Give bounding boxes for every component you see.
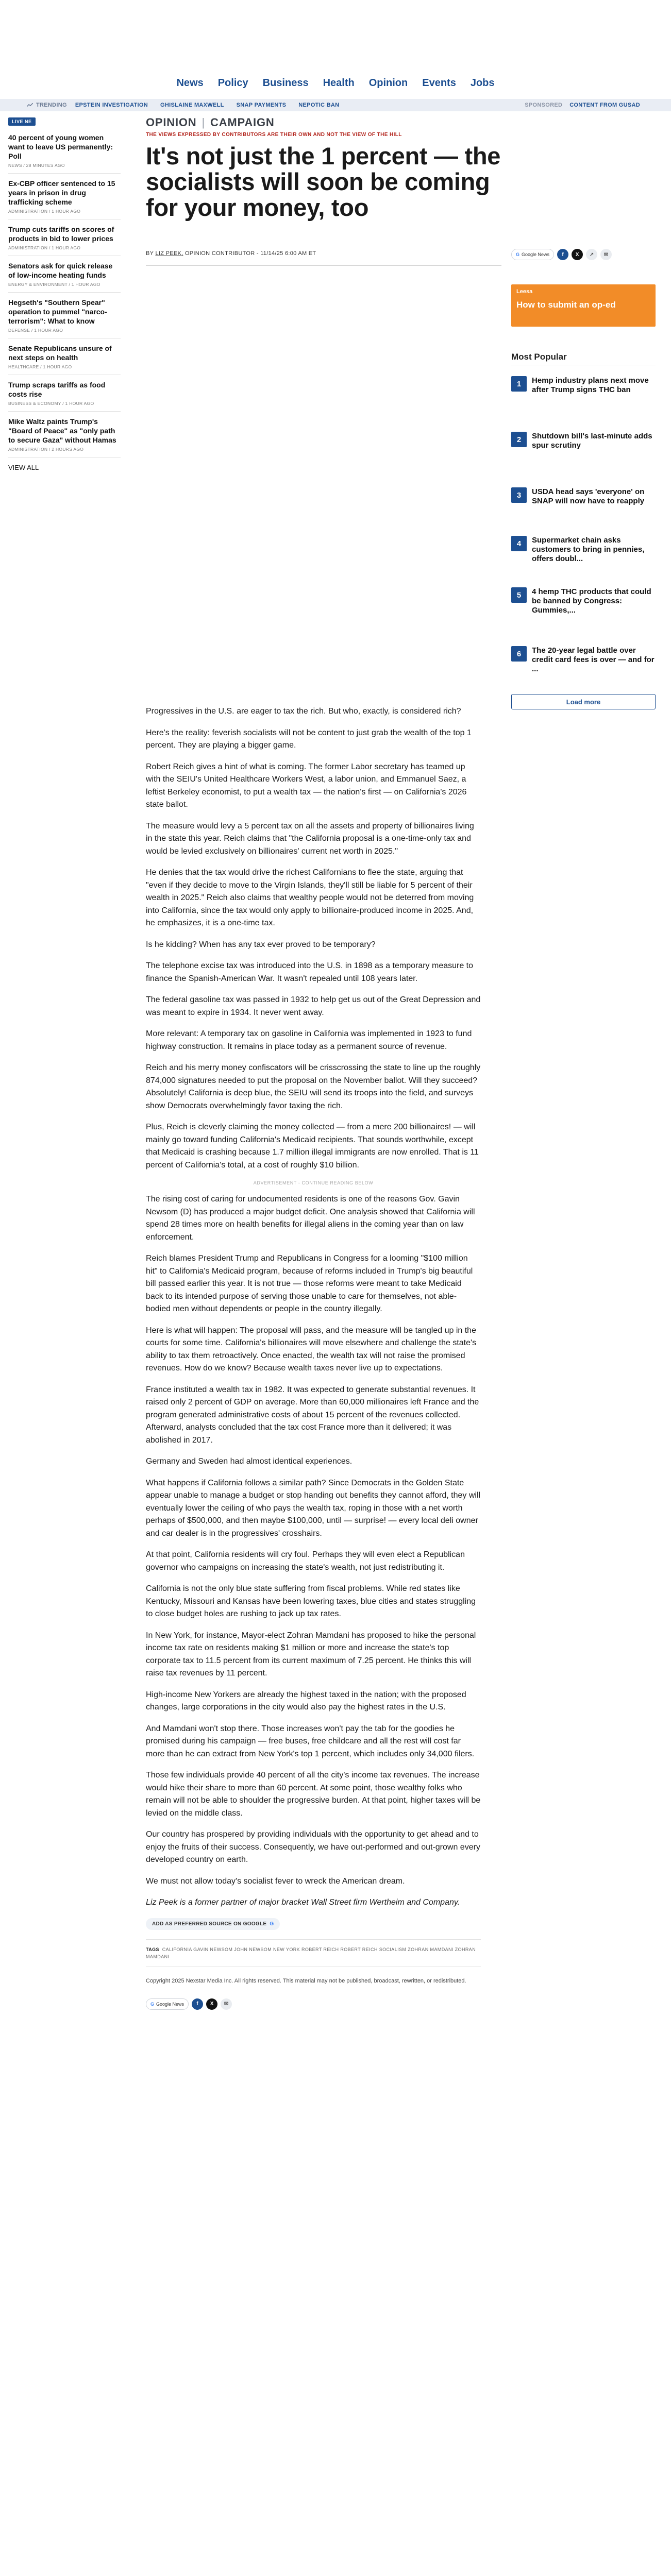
paragraph: France instituted a wealth tax in 1982. It was expected to generate substantial revenues. It raised only 2 percent of GDP on average. More than 60,000 millionaires left France and the program generated administrative costs of about 15 percent of the revenues collected. Afterward, analysts concluded that the tax cost France more than it delivered; it was abolished in 2017. <box>146 1385 479 1445</box>
list-item[interactable]: 40 percent of young women want to leave US permanently: Poll NEWS / 28 MINUTES AGO <box>8 133 121 174</box>
google-icon: G <box>150 2001 155 2007</box>
subsection-link[interactable]: CAMPAIGN <box>210 116 275 129</box>
nav-policy[interactable]: Policy <box>217 77 248 89</box>
share-bar <box>511 249 612 260</box>
trending-item[interactable]: NEPOTIC BAN <box>298 102 340 108</box>
main-nav <box>0 77 671 89</box>
paragraph: We must not allow today's socialist fever to wreck the American dream. <box>146 1876 405 1886</box>
google-icon: G <box>270 1921 274 1927</box>
trending-item[interactable]: EPSTEIN INVESTIGATION <box>75 102 148 108</box>
popular-item[interactable]: 2 Shutdown bill's last-minute adds spur scrutiny <box>511 432 656 450</box>
paragraph: He denies that the tax would drive the richest Californians to flee the state, arguing that "even if they decide to move to the Virgin Islands, they'll still be liable for 5 percent of their wealth in 2025." Reich also claims that wealthy people would not be deterred from moving into California, since the tax would only apply to billionaire-produced income in 2025. And, he emphasizes, it is a one-time tax. <box>146 868 474 927</box>
trending-label: TRENDING <box>27 102 67 108</box>
nav-events[interactable]: Events <box>422 77 456 89</box>
add-preferred-source-button[interactable]: ADD AS PREFERRED SOURCE ON GOOGLE G <box>146 1918 280 1930</box>
trending-item[interactable]: GHISLAINE MAXWELL <box>160 102 224 108</box>
paragraph: Our country has prospered by providing individuals with the opportunity to get ahead and to enjoy the fruits of their success. Consequently, we have out-performed and out-grown every developed country on earth. <box>146 1830 480 1864</box>
rank-badge: 6 <box>511 646 527 662</box>
rank-badge: 3 <box>511 487 527 503</box>
paragraph: The telephone excise tax was introduced into the U.S. in 1898 as a temporary measure to finance the Spanish-American War. It wasn't repealed until 108 years later. <box>146 961 474 983</box>
sponsored-link[interactable]: CONTENT FROM GUSAD <box>569 102 640 108</box>
tags-list: TAGS CALIFORNIA GAVIN NEWSOM JOHN NEWSOM NEW YORK ROBERT REICH ROBERT REICH SOCIALISM ZOHRAN MAMDANI ZOHRAN MAMDANI <box>146 1939 481 1967</box>
paragraph: In New York, for instance, Mayor-elect Zohran Mamdani has proposed to hike the personal income tax rate on residents making $1 million or more and increase the state's top corporate tax to 11.5 percent from its current maximum of 7.25 percent. He thinks this will raise tax revenues by 11 percent. <box>146 1631 476 1677</box>
article-body <box>146 705 481 2010</box>
facebook-icon[interactable]: f <box>192 1998 203 2010</box>
rank-badge: 2 <box>511 432 527 447</box>
nav-health[interactable]: Health <box>323 77 355 89</box>
sponsored-label: SPONSORED <box>525 102 563 108</box>
author-link[interactable]: LIZ PEEK, <box>155 250 183 257</box>
section-link[interactable]: OPINION <box>146 116 197 129</box>
list-item[interactable]: Trump cuts tariffs on scores of products in bid to lower prices ADMINISTRATION / 1 HOUR AGO <box>8 225 121 256</box>
paragraph: Here's the reality: feverish socialists will not be content to just grab the wealth of the top 1 percent. They are playing a bigger game. <box>146 728 472 750</box>
list-item[interactable]: Senators ask for quick release of low-income heating funds ENERGY & ENVIRONMENT / 1 HOUR AGO <box>8 261 121 293</box>
kicker-separator: | <box>202 116 206 129</box>
popular-item[interactable]: 6 The 20-year legal battle over credit card fees is over — and for ... <box>511 646 656 674</box>
promo-text: How to submit an op-ed <box>516 300 616 310</box>
x-icon[interactable]: X <box>206 1998 217 2010</box>
paragraph: And Mamdani won't stop there. Those increases won't pay the tab for the goodies he promised during his campaign — free buses, free childcare and all the rest will cost far more than he can extract from New York's top 1 percent, which includes only 34,000 filers. <box>146 1724 475 1758</box>
op-ed-promo[interactable] <box>511 284 656 327</box>
most-popular-heading: Most Popular <box>511 352 567 362</box>
trending-item[interactable]: SNAP PAYMENTS <box>236 102 287 108</box>
paragraph: Is he kidding? When has any tax ever proved to be temporary? <box>146 940 376 949</box>
google-preferred-button[interactable]: G Google News <box>511 249 554 260</box>
paragraph: Plus, Reich is cleverly claiming the money collected — from a mere 200 billionaires! — will mainly go toward funding California's Medicaid recipients. That sounds worthwhile, except that Medicaid is crashing because 1.7 million illegal immigrants are now enrolled. That is 11 percent of California's total, at a cost of roughly $10 billion. <box>146 1123 479 1170</box>
paragraph: Reich and his merry money confiscators will be crisscrossing the state to line up the roughly 874,000 signatures needed to put the proposal on the November ballot. Will they succeed? Absolutely! California is deep blue, the SEIU will send its troops into the field, and surveys show Democrats overwhelmingly favor taxing the rich. <box>146 1063 481 1110</box>
share-icon[interactable]: ↗ <box>586 249 597 260</box>
nav-opinion[interactable]: Opinion <box>368 77 408 89</box>
page-title: It's not just the 1 percent — the socialists will soon be coming for your money, too <box>146 142 501 221</box>
author-bio: Liz Peek is a former partner of major bracket Wall Street firm Wertheim and Company. <box>146 1898 460 1907</box>
paragraph: What happens if California follows a similar path? Since Democrats in the Golden State appear unable to manage a budget or stop handing out benefits they cannot afford, they will eventually lower the ceiling of who pays the wealth tax, roping in those with a net worth perhaps of $500,000, and then maybe $100,000, until — surprise! — every local deli owner and car dealer is in the progressives' crosshairs. <box>146 1478 481 1538</box>
trending-icon <box>27 103 33 107</box>
rank-badge: 5 <box>511 587 527 603</box>
opinion-disclaimer: THE VIEWS EXPRESSED BY CONTRIBUTORS ARE THEIR OWN AND NOT THE VIEW OF THE HILL <box>146 132 402 138</box>
copyright-notice: Copyright 2025 Nexstar Media Inc. All rights reserved. This material may not be published, broadcast, rewritten, or redistributed. <box>146 1977 466 1984</box>
list-item[interactable]: Trump scraps tariffs as food costs rise BUSINESS & ECONOMY / 1 HOUR AGO <box>8 380 121 412</box>
header-divider <box>146 265 501 266</box>
paragraph: The federal gasoline tax was passed in 1932 to help get us out of the Great Depression and was meant to expire in 1934. It never went away. <box>146 995 481 1017</box>
x-icon[interactable]: X <box>572 249 583 260</box>
paragraph: Progressives in the U.S. are eager to tax the rich. But who, exactly, is considered rich? <box>146 707 461 716</box>
paragraph: Reich blames President Trump and Republicans in Congress for a looming "$100 million hit" to California's Medicaid program, because of reforms included in Trump's big beautiful bill passed earlier this year. It is not true — those reforms were meant to take Medicaid back to its intended purpose of serving those unable to care for themselves, not able-bodied men without dependents or people in the country illegally. <box>146 1254 473 1313</box>
load-more-button[interactable]: Load more <box>511 694 656 709</box>
latest-news-rail <box>8 116 121 471</box>
paragraph: Robert Reich gives a hint of what is coming. The former Labor secretary has teamed up with the SEIU's United Healthcare Workers West, a labor union, and Emmanuel Saez, a leftist Berkeley economist, to put a wealth tax — the nation's first — on California's 2026 state ballot. <box>146 762 467 809</box>
paragraph: Germany and Sweden had almost identical experiences. <box>146 1457 353 1466</box>
rank-badge: 4 <box>511 536 527 551</box>
share-bar-bottom <box>146 1998 481 2010</box>
paragraph: The measure would levy a 5 percent tax on all the assets and property of billionaires living in the state this year. Reich claims that "the California proposal is a one-time-only tax and would be levied exclusively on billionaires' current net worth in 2025." <box>146 821 474 856</box>
popular-item[interactable]: 1 Hemp industry plans next move after Trump signs THC ban <box>511 376 656 395</box>
paragraph: High-income New Yorkers are already the highest taxed in the nation; with the proposed changes, large corporations in the city would also pay the highest rates in the U.S. <box>146 1690 466 1711</box>
list-item[interactable]: Hegseth's "Southern Spear" operation to pummel "narco-terrorism": What to know DEFENSE / 1 HOUR AGO <box>8 298 121 338</box>
live-badge: LIVE NE <box>8 117 36 126</box>
trending-bar <box>0 99 671 111</box>
google-icon: G <box>516 252 520 257</box>
popular-item[interactable]: 3 USDA head says 'everyone' on SNAP will now have to reapply <box>511 487 656 506</box>
popular-item[interactable]: 5 4 hemp THC products that could be banned by Congress: Gummies,... <box>511 587 656 615</box>
paragraph: California is not the only blue state suffering from fiscal problems. While red states like Kentucky, Missouri and Kansas have been lowering taxes, blue cities and states struggling to close budget holes are rushing to jack up tax rates. <box>146 1584 476 1618</box>
google-preferred-button[interactable]: G Google News <box>146 1998 189 2010</box>
rank-badge: 1 <box>511 376 527 392</box>
section-kicker <box>146 116 275 129</box>
ad-label: ADVERTISEMENT - CONTINUE READING BELOW <box>253 1180 374 1185</box>
list-item[interactable]: Ex-CBP officer sentenced to 15 years in prison in drug trafficking scheme ADMINISTRATION / 1 HOUR AGO <box>8 179 121 219</box>
byline: BY LIZ PEEK, OPINION CONTRIBUTOR - 11/14/25 6:00 AM ET <box>146 250 316 257</box>
list-item[interactable]: Mike Waltz paints Trump's "Board of Peace" as "only path to secure Gaza" without Hamas ADMINISTRATION / 2 HOURS AGO <box>8 417 121 457</box>
view-all-link[interactable]: VIEW ALL <box>8 464 39 471</box>
tag-links[interactable]: CALIFORNIA GAVIN NEWSOM JOHN NEWSOM NEW YORK ROBERT REICH ROBERT REICH SOCIALISM ZOHRAN MAMDANI ZOHRAN MAMDANI <box>146 1946 476 1959</box>
paragraph: The rising cost of caring for undocumented residents is one of the reasons Gov. Gavin Newsom (D) has produced a major budget deficit. One analysis showed that California will spend 28 times more on health benefits for illegal aliens in the coming year than on law enforcement. <box>146 1195 475 1242</box>
nav-news[interactable]: News <box>176 77 204 89</box>
paragraph: More relevant: A temporary tax on gasoline in California was implemented in 1923 to fund highway construction. It remains in place today as a permanent source of revenue. <box>146 1029 472 1051</box>
nav-jobs[interactable]: Jobs <box>470 77 495 89</box>
promo-logo: Leesa <box>516 289 533 295</box>
email-icon[interactable]: ✉ <box>221 1998 232 2010</box>
paragraph: Here is what will happen: The proposal will pass, and the measure will be tangled up in the courts for some time. California's billionaires will move elsewhere and challenge the state's ability to tax them retroactively. Once enacted, the wealth tax will not raise the promised revenues. How do we know? Because wealth taxes never live up to expectations. <box>146 1326 477 1372</box>
paragraph: Those few individuals provide 40 percent of all the city's income tax revenues. The increase would hike their share to more than 60 percent. At some point, those wealthy folks who remain will not be able to shoulder the progressive burden. At that point, higher taxes will be levied on the middle class. <box>146 1771 481 1818</box>
facebook-icon[interactable]: f <box>557 249 568 260</box>
top-nav <box>0 0 671 93</box>
popular-item[interactable]: 4 Supermarket chain asks customers to bring in pennies, offers doubl... <box>511 536 656 564</box>
nav-business[interactable]: Business <box>262 77 309 89</box>
paragraph: At that point, California residents will cry foul. Perhaps they will even elect a Republican governor who campaigns on increasing the state's wealth, not just redistributing it. <box>146 1550 465 1572</box>
email-icon[interactable]: ✉ <box>600 249 612 260</box>
list-item[interactable]: Senate Republicans unsure of next steps on health HEALTHCARE / 1 HOUR AGO <box>8 344 121 375</box>
